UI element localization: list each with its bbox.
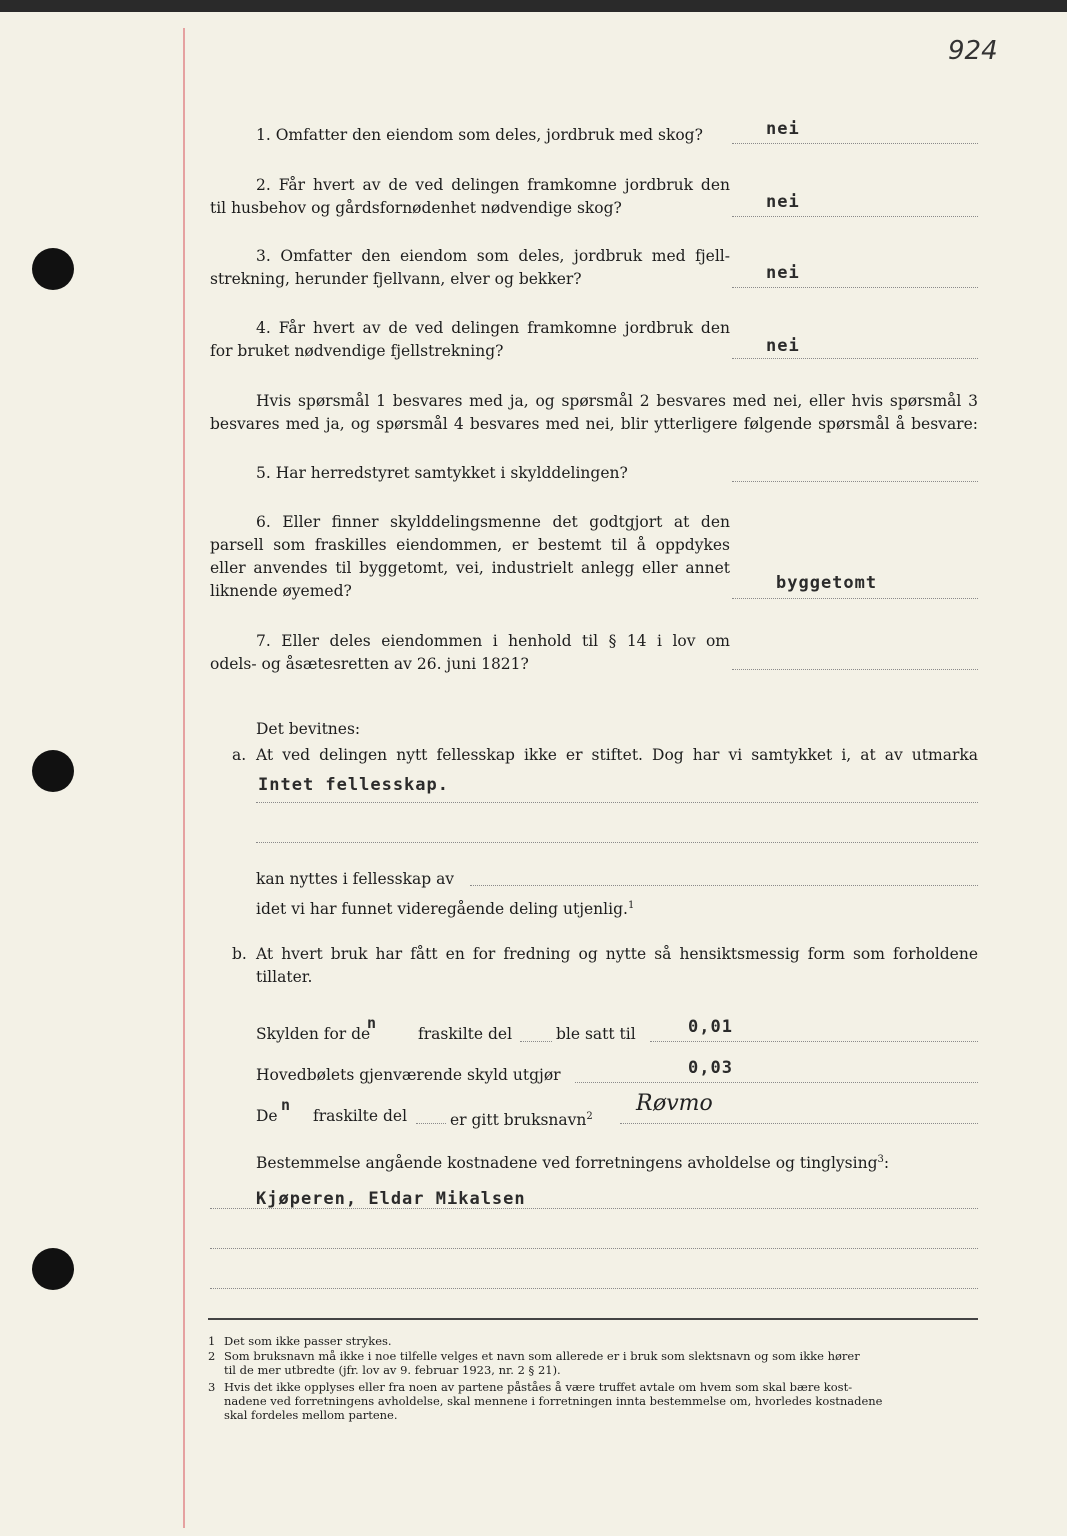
skyld-line-3-a: De <box>256 1107 278 1125</box>
answer-line <box>732 287 978 288</box>
footnote-1-num: 1 <box>208 1334 216 1348</box>
punch-hole-icon <box>32 750 74 792</box>
footnote-2-line-1: Som bruksnavn må ikke i noe tilfelle velges et navn som allerede er i bruk som slektsnavn og som ikke hører <box>224 1349 860 1363</box>
question-3-line-2: strekning, herunder fjellvann, elver og bekker? <box>210 270 582 288</box>
witness-b-label: b. <box>232 945 247 963</box>
skyld-line-2: Hovedbølets gjenværende skyld utgjør <box>256 1066 561 1084</box>
answer-line <box>575 1082 978 1083</box>
skyld-line-3-c <box>450 1105 593 1132</box>
skyld-line-4-colon: : <box>883 1154 890 1173</box>
skyld-line-1-b: fraskilte del <box>418 1025 513 1043</box>
skyld-line-4 <box>256 1148 889 1175</box>
answer-line <box>520 1041 552 1042</box>
answer-line <box>256 842 978 843</box>
question-6-line-3: eller anvendes til byggetomt, vei, industrielt anlegg eller annet <box>210 559 730 577</box>
footnote-2-line-2: til de mer utbredte (jfr. lov av 9. februar 1923, nr. 2 § 21). <box>224 1363 561 1377</box>
skyld-line-1-c: ble satt til <box>556 1025 636 1043</box>
answer-line <box>732 358 978 359</box>
question-7-line-2: odels- og åsætesretten av 26. juni 1821? <box>210 655 529 673</box>
answer-6: byggetomt <box>776 573 878 593</box>
footnote-2 <box>208 1349 978 1377</box>
question-7-line-1: 7. Eller deles eiendommen i henhold til § 14 i lov om <box>256 632 730 650</box>
answer-line <box>210 1208 978 1209</box>
witness-a-line-4 <box>256 894 634 921</box>
intro-line-2: besvares med ja, og spørsmål 4 besvares med nei, blir ytterligere følgende spørsmål å besvare: <box>210 415 978 433</box>
question-5: 5. Har herredstyret samtykket i skylddelingen? <box>256 464 628 482</box>
answer-line <box>210 1248 978 1249</box>
footnote-3-line-1: Hvis det ikke opplyses eller fra noen av partene påståes å være truffet avtale om hvem som skal bære kost- <box>224 1380 853 1394</box>
witness-b-line-2: tillater. <box>256 968 313 986</box>
answer-3: nei <box>766 263 800 283</box>
footnote-ref: 2 <box>586 1111 593 1122</box>
footnote-ref: 3 <box>877 1154 884 1165</box>
skyld-line-1-n: n <box>367 1014 378 1032</box>
footnote-rule <box>208 1318 978 1320</box>
question-3-line-1: 3. Omfatter den eiendom som deles, jordbruk med fjell- <box>256 247 730 265</box>
punch-hole-icon <box>32 248 74 290</box>
footnote-2-num: 2 <box>208 1349 216 1363</box>
answer-line <box>256 802 978 803</box>
answer-line <box>732 598 978 599</box>
footnote-3-num: 3 <box>208 1380 216 1394</box>
question-6-line-4: liknende øyemed? <box>210 582 352 600</box>
footnote-3 <box>208 1380 978 1422</box>
answer-line <box>210 1288 978 1289</box>
answer-2: nei <box>766 192 800 212</box>
question-4-line-1: 4. Får hvert av de ved delingen framkomne jordbruk den <box>256 319 730 337</box>
witness-b-line-1: At hvert bruk har fått en for fredning og nytte så hensiktsmessig form som forholdene <box>256 945 978 963</box>
witness-a-text: At ved delingen nytt fellesskap ikke er stiftet. Dog har vi samtykket i, at av utmarka <box>256 746 978 764</box>
question-4-line-2: for bruket nødvendige fjellstrekning? <box>210 342 504 360</box>
answer-4: nei <box>766 336 800 356</box>
witness-a-line-4-text: idet vi har funnet videregående deling utjenlig. <box>256 900 628 919</box>
punch-hole-icon <box>32 1248 74 1290</box>
question-6-line-2: parsell som fraskilles eiendommen, er bestemt til å oppdykes <box>210 536 730 554</box>
witness-a-line-3: kan nyttes i fellesskap av <box>256 870 455 888</box>
answer-line <box>416 1123 446 1124</box>
skyld-value-4: Kjøperen, Eldar Mikalsen <box>256 1189 526 1209</box>
margin-line <box>183 28 185 1528</box>
footnote-3-line-3: skal fordeles mellom partene. <box>224 1408 398 1422</box>
skyld-value-3: Røvmo <box>636 1091 713 1116</box>
skyld-line-4-text: Bestemmelse angående kostnadene ved forretningens avholdelse og tinglysing <box>256 1154 878 1173</box>
skyld-line-1-a: Skylden for de <box>256 1025 371 1043</box>
answer-line <box>650 1041 978 1042</box>
footnote-1 <box>208 1334 978 1348</box>
answer-line <box>732 216 978 217</box>
answer-line <box>732 669 978 670</box>
intro-line-1: Hvis spørsmål 1 besvares med ja, og spørsmål 2 besvares med nei, eller hvis spørsmål 3 <box>256 392 978 410</box>
skyld-line-3-c-text: er gitt bruksnavn <box>450 1111 587 1130</box>
skyld-line-3-b: fraskilte del <box>313 1107 408 1125</box>
answer-line <box>470 885 978 886</box>
witness-a-answer: Intet fellesskap. <box>258 775 449 795</box>
question-1: 1. Omfatter den eiendom som deles, jordbruk med skog? <box>256 126 703 144</box>
answer-line <box>620 1123 978 1124</box>
witness-heading: Det bevitnes: <box>256 720 361 738</box>
question-2-line-1: 2. Får hvert av de ved delingen framkomne jordbruk den <box>256 176 730 194</box>
page-number: 924 <box>948 36 998 66</box>
witness-a-label: a. <box>232 746 247 764</box>
answer-1: nei <box>766 119 800 139</box>
skyld-value-1: 0,01 <box>688 1017 733 1037</box>
skyld-value-2: 0,03 <box>688 1058 733 1078</box>
footnote-1-text: Det som ikke passer strykes. <box>224 1334 392 1348</box>
question-2-line-2: til husbehov og gårdsfornødenhet nødvendige skog? <box>210 199 622 217</box>
scan-top-edge <box>0 0 1067 12</box>
answer-line <box>732 481 978 482</box>
footnote-ref: 1 <box>627 900 635 911</box>
footnote-3-line-2: nadene ved forretningens avholdelse, skal mennene i forretningen innta bestemmelse om, hvorledes kostnadene <box>224 1394 883 1408</box>
answer-line <box>732 143 978 144</box>
skyld-line-3-n: n <box>281 1096 292 1114</box>
question-6-line-1: 6. Eller finner skylddelingsmenne det godtgjort at den <box>256 513 730 531</box>
